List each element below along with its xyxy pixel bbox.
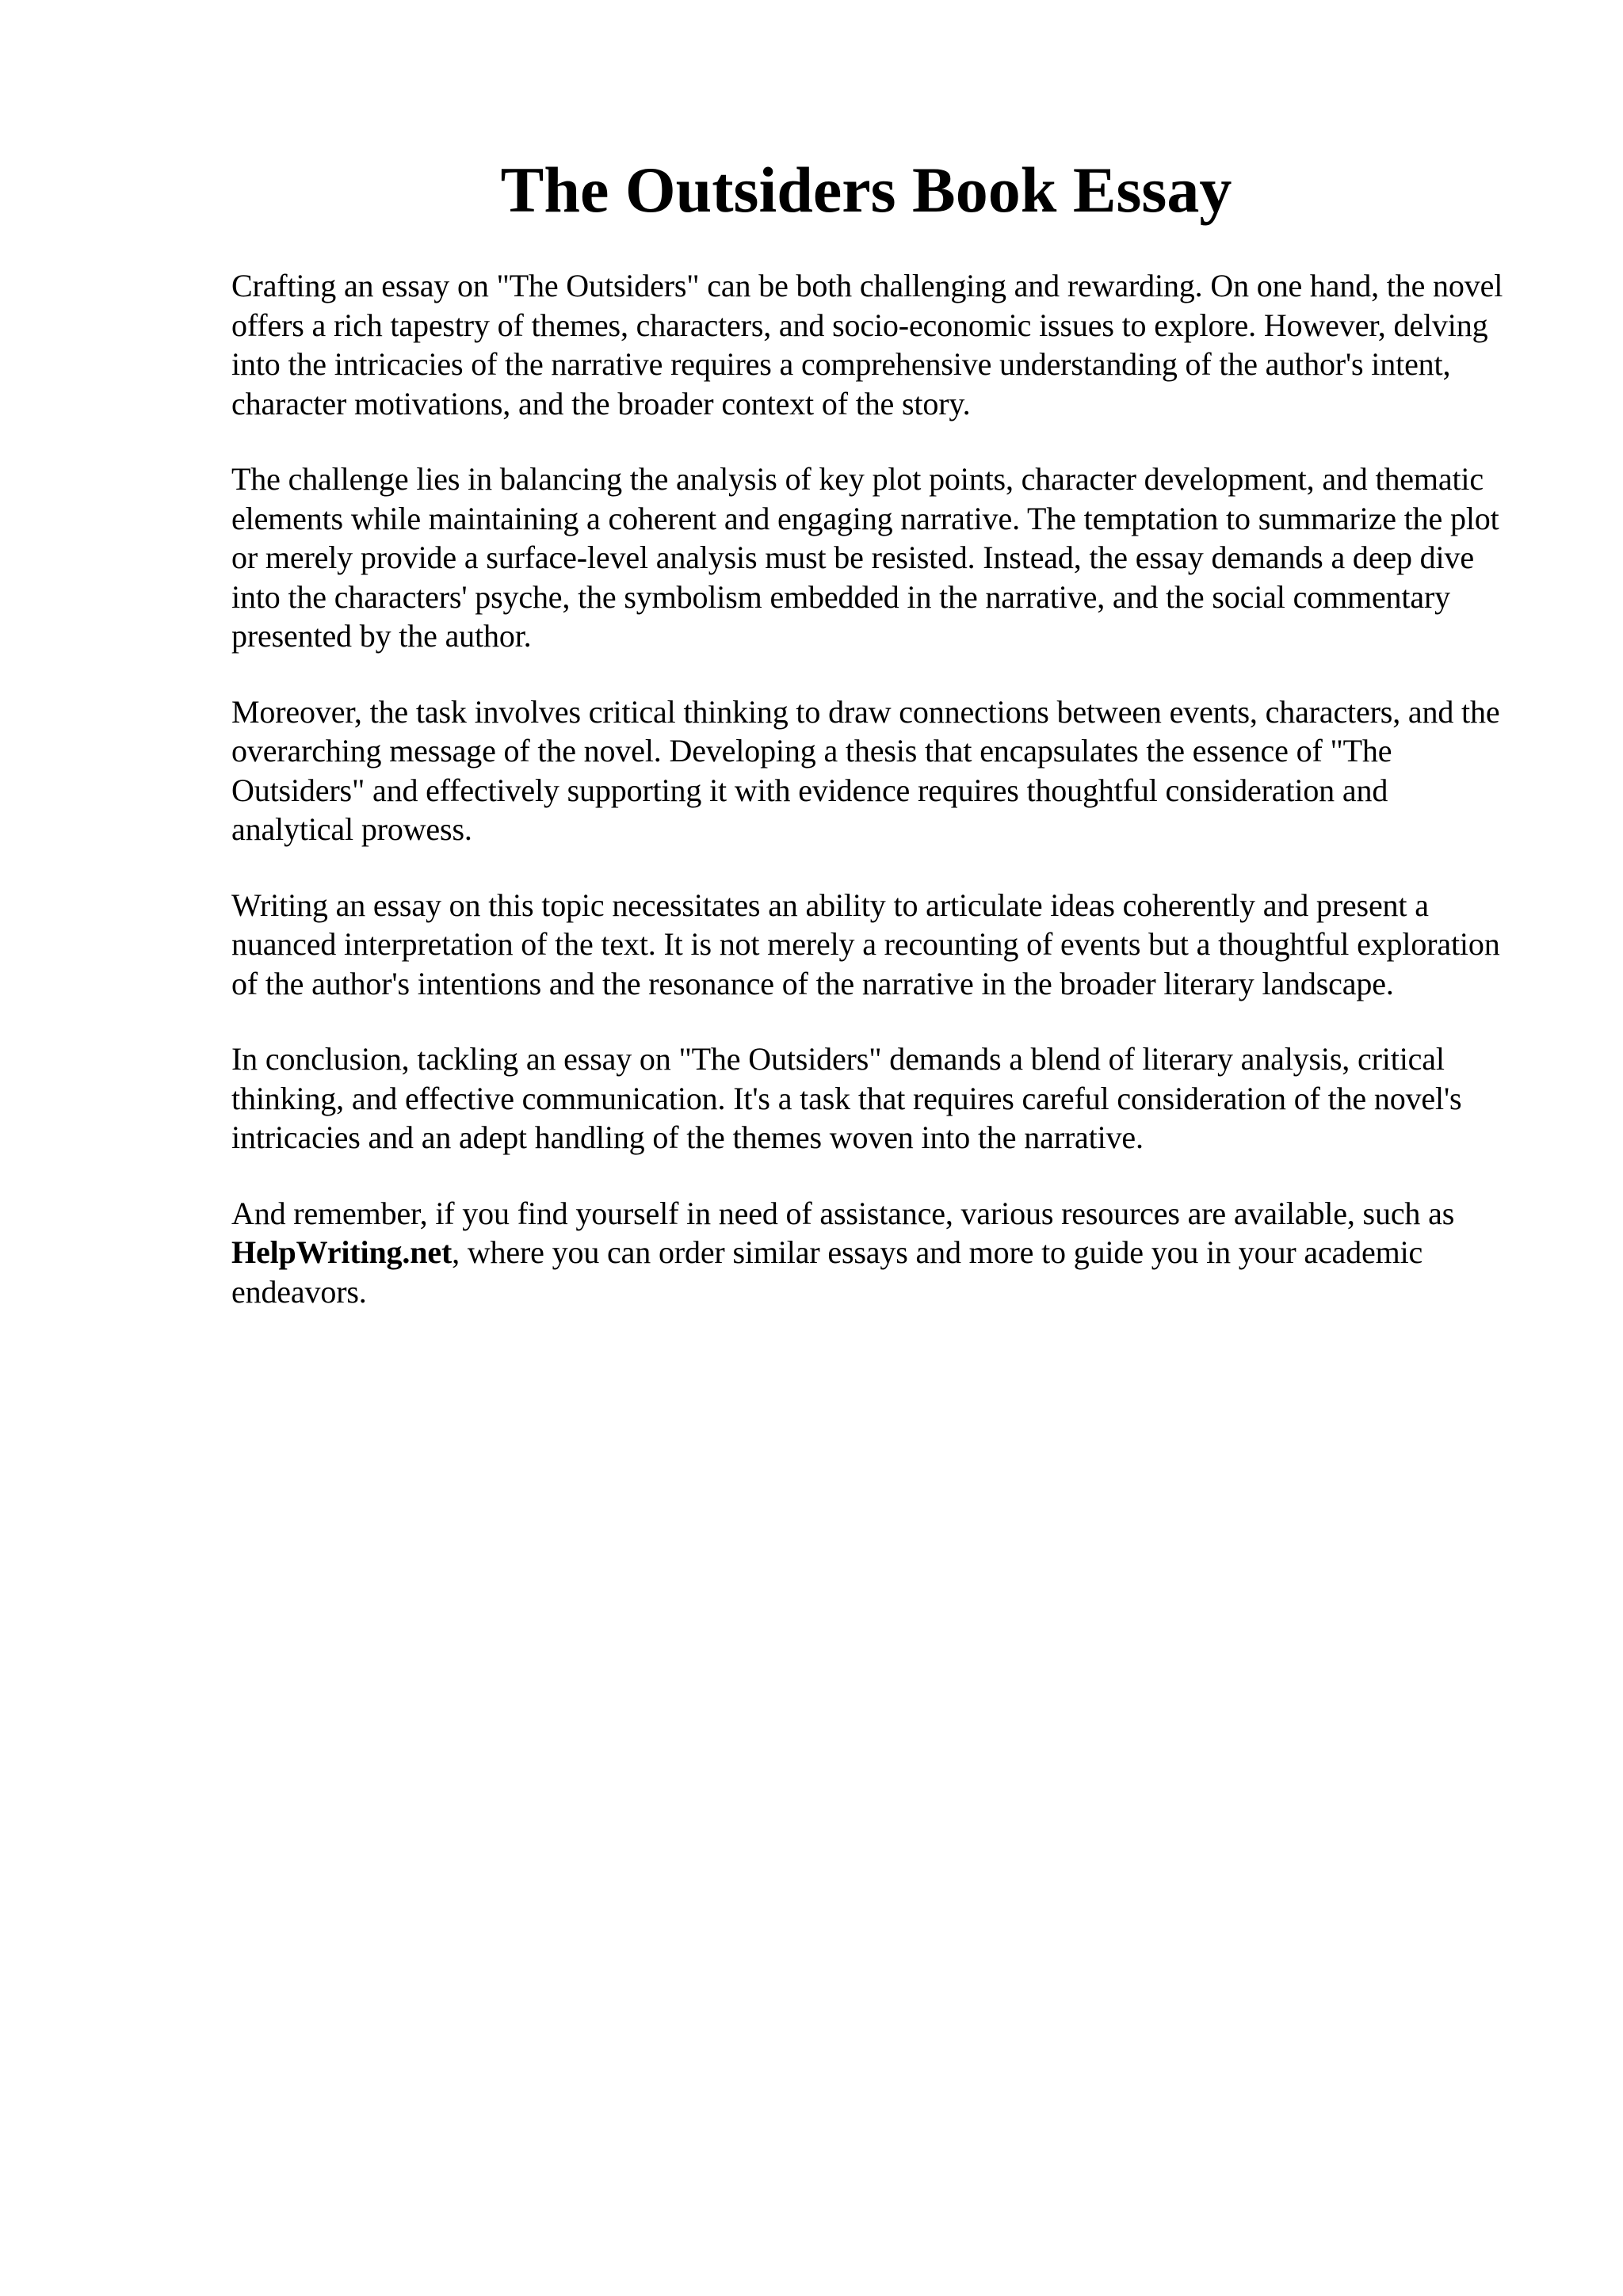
paragraph-introduction: Crafting an essay on "The Outsiders" can be both challenging and rewarding. On one hand, the novel offers a rich tapestry of themes, characters, and socio-economic issues to explore. However, delving into the intricacies of the narrative requires a comprehensive understanding of the author's intent, character motivations, and the broader context of the story. xyxy=(231,268,1503,421)
closing-text-before: And remember, if you find yourself in need of assistance, various resources are available, such as xyxy=(231,1195,1455,1231)
paragraph-closing xyxy=(231,1194,1515,1312)
closing-text-after: , where you can order similar essays and more to guide you in your academic endeavors. xyxy=(231,1234,1423,1310)
paragraph-conclusion: In conclusion, tackling an essay on "The Outsiders" demands a blend of literary analysis, critical thinking, and effective communication. It's a task that requires careful consideration of the novel's intricacies and an adept handling of the themes woven into the narrative. xyxy=(231,1041,1462,1155)
paragraph-critical-thinking: Moreover, the task involves critical thinking to draw connections between events, characters, and the overarching message of the novel. Developing a thesis that encapsulates the essence of "The Outsiders" and effectively supporting it with evidence requires thoughtful consideration and analytical prowess. xyxy=(231,693,1500,847)
document-title: The Outsiders Book Essay xyxy=(500,154,1232,226)
paragraph-writing-ability: Writing an essay on this topic necessitates an ability to articulate ideas coherently and present a nuanced interpretation of the text. It is not merely a recounting of events but a thoughtful exploration of the author's intentions and the resonance of the narrative in the broader literary landscape. xyxy=(231,887,1500,1001)
helpwriting-brand-link[interactable]: HelpWriting.net xyxy=(231,1234,453,1270)
essay-body xyxy=(231,266,1515,1348)
paragraph-challenge: The challenge lies in balancing the analysis of key plot points, character development, and thematic elements while maintaining a coherent and engaging narrative. The temptation to summarize the plot or merely provide a surface-level analysis must be resisted. Instead, the essay demands a deep dive into the characters' psyche, the symbolism embedded in the narrative, and the social commentary presented by the author. xyxy=(231,461,1499,654)
